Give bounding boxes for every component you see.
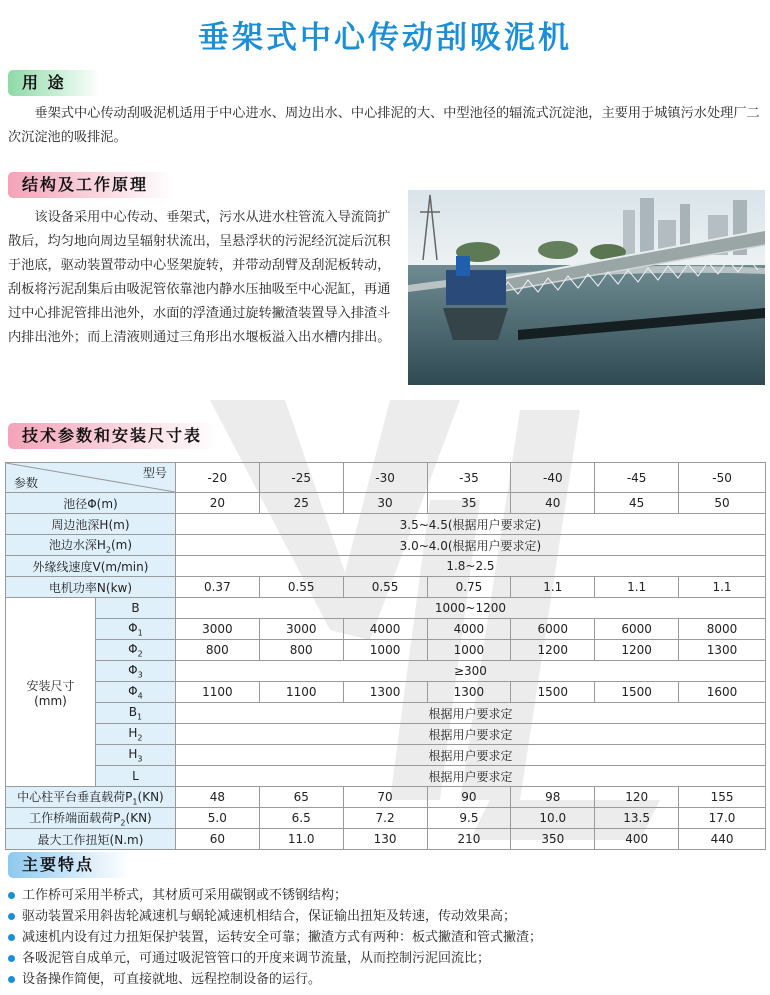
table-cell: 30 (343, 493, 427, 514)
table-cell: 35 (427, 493, 511, 514)
table-cell: 210 (427, 829, 511, 850)
dim-label: $\Phi_1$ (95, 619, 175, 640)
table-cell: 1200 (511, 640, 595, 661)
table-cell: 1.1 (595, 577, 679, 598)
table-row (6, 556, 766, 577)
structure-text (8, 206, 396, 350)
dim-label: $H_2$ (95, 724, 175, 745)
dim-label: B (95, 598, 175, 619)
table-cell: 25 (259, 493, 343, 514)
table-cell: 20 (175, 493, 259, 514)
table-row (6, 703, 766, 724)
table-cell: 0.55 (259, 577, 343, 598)
table-row (6, 724, 766, 745)
table-cell: 90 (427, 787, 511, 808)
list-item: 工作桥可采用半桥式，其材质可采用碳钢或不锈钢结构； (8, 885, 542, 906)
install-label: 安装尺寸 (mm) (6, 598, 96, 787)
table-cell: 800 (259, 640, 343, 661)
table-cell: 1300 (427, 682, 511, 703)
list-item: 减速机内设有过力扭矩保护装置，运转安全可靠；撇渣方式有两种：板式撇渣和管式撇渣； (8, 927, 542, 948)
table-row (6, 661, 766, 682)
table-cell: 1600 (679, 682, 766, 703)
table-cell: 1100 (175, 682, 259, 703)
table-cell: 400 (595, 829, 679, 850)
row-label: 池径Φ(m) (6, 493, 176, 514)
table-cell: 1000 (343, 640, 427, 661)
table-cell: 1200 (595, 640, 679, 661)
features-list (8, 885, 542, 990)
table-cell: 1300 (343, 682, 427, 703)
table-cell: 6000 (595, 619, 679, 640)
table-cell: 9.5 (427, 808, 511, 829)
bullet-icon (8, 892, 15, 899)
table-cell: 60 (175, 829, 259, 850)
structure-paragraph: 该设备采用中心传动、垂架式，污水从进水柱管流入导流筒扩散后，均匀地向周边呈辐射状流出，呈悬浮状的污泥经沉淀后沉积于池底，驱动装置带动中心竖架旋转，并带动刮臂及刮泥板转动，刮板将污泥刮集后由吸泥管依靠池内静水压抽吸至中心泥缸，再通过中心排泥管排出池外，水面的浮渣通过旋转撇渣装置导入排渣斗内排出池外；而上清液则通过三角形出水堰板溢入出水槽内排出。 (8, 210, 391, 345)
model-cell: -25 (259, 463, 343, 493)
table-row (6, 766, 766, 787)
table-cell: 13.5 (595, 808, 679, 829)
row-label: 最大工作扭矩(N.m) (6, 829, 176, 850)
table-cell: 4000 (343, 619, 427, 640)
table-cell: 0.75 (427, 577, 511, 598)
bullet-icon (8, 976, 15, 983)
table-cell: 10.0 (511, 808, 595, 829)
table-cell: 根据用户要求定 (175, 703, 765, 724)
table-row (6, 463, 766, 493)
table-row (6, 640, 766, 661)
equipment-photo (408, 190, 765, 385)
table-row (6, 619, 766, 640)
table-row (6, 682, 766, 703)
model-cell: -50 (679, 463, 766, 493)
table-cell: 3.5~4.5(根据用户要求定) (175, 514, 765, 535)
table-cell: 1000 (427, 640, 511, 661)
table-row (6, 493, 766, 514)
table-cell: 17.0 (679, 808, 766, 829)
table-row (6, 829, 766, 850)
row-label: 工作桥端面载荷$P_2(KN)$ (6, 808, 176, 829)
table-cell: 1.1 (511, 577, 595, 598)
model-cell: -20 (175, 463, 259, 493)
table-cell: 350 (511, 829, 595, 850)
table-cell: 1.8~2.5 (175, 556, 765, 577)
table-cell: 1300 (679, 640, 766, 661)
model-cell: -40 (511, 463, 595, 493)
table-cell: 根据用户要求定 (175, 745, 765, 766)
row-label: 外缘线速度V(m/min) (6, 556, 176, 577)
dim-label: $B_1$ (95, 703, 175, 724)
table-cell: 0.55 (343, 577, 427, 598)
table-cell: 45 (595, 493, 679, 514)
page-title: 垂架式中心传动刮吸泥机 (198, 20, 572, 56)
table-cell: 40 (511, 493, 595, 514)
bullet-icon (8, 955, 15, 962)
header-diagonal-cell (6, 463, 176, 493)
row-label: 周边池深H(m) (6, 514, 176, 535)
header-model-label: 型号 (142, 466, 167, 480)
table-row (6, 514, 766, 535)
table-cell: 1.1 (679, 577, 766, 598)
table-cell: 根据用户要求定 (175, 766, 765, 787)
table-cell: 0.37 (175, 577, 259, 598)
table-row (6, 745, 766, 766)
model-cell: -30 (343, 463, 427, 493)
table-cell: 130 (343, 829, 427, 850)
table-cell: 50 (679, 493, 766, 514)
dim-label: $H_3$ (95, 745, 175, 766)
row-label: 中心柱平台垂直载荷$P_1(KN)$ (6, 787, 176, 808)
table-cell: 7.2 (343, 808, 427, 829)
table-cell: 5.0 (175, 808, 259, 829)
list-item: 各吸泥管自成单元，可通过吸泥管管口的开度来调节流量，从而控制污泥回流比； (8, 948, 542, 969)
table-cell: 4000 (427, 619, 511, 640)
row-label: 电机功率N(kw) (6, 577, 176, 598)
table-row (6, 787, 766, 808)
usage-paragraph: 垂架式中心传动刮吸泥机适用于中心进水、周边出水、中心排泥的大、中型池径的辐流式沉淀池，主要用于城镇污水处理厂二次沉淀池的吸排泥。 (8, 106, 760, 145)
table-cell: 120 (595, 787, 679, 808)
model-cell: -35 (427, 463, 511, 493)
table-cell: 1500 (595, 682, 679, 703)
table-cell: 8000 (679, 619, 766, 640)
table-row (6, 808, 766, 829)
table-cell: 1500 (511, 682, 595, 703)
table-row (6, 577, 766, 598)
table-cell: 155 (679, 787, 766, 808)
table-row (6, 598, 766, 619)
table-cell: 6000 (511, 619, 595, 640)
table-cell: 1000~1200 (175, 598, 765, 619)
dim-label: $\Phi_2$ (95, 640, 175, 661)
table-cell: 70 (343, 787, 427, 808)
usage-text (8, 102, 764, 150)
structure-heading: 结构及工作原理 (8, 172, 173, 198)
bullet-icon (8, 934, 15, 941)
dim-label: L (95, 766, 175, 787)
table-cell: 440 (679, 829, 766, 850)
table-cell: 根据用户要求定 (175, 724, 765, 745)
table-cell: 3000 (259, 619, 343, 640)
table-cell: 3000 (175, 619, 259, 640)
bullet-icon (8, 913, 15, 920)
dim-label: $\Phi_4$ (95, 682, 175, 703)
table-cell: ≥300 (175, 661, 765, 682)
features-heading: 主要特点 (8, 852, 130, 878)
header-param-label: 参数 (14, 476, 39, 490)
table-cell: 11.0 (259, 829, 343, 850)
table-cell: 98 (511, 787, 595, 808)
model-cell: -45 (595, 463, 679, 493)
table-row (6, 535, 766, 556)
table-cell: 1100 (259, 682, 343, 703)
usage-heading: 用 途 (8, 70, 100, 96)
table-cell: 6.5 (259, 808, 343, 829)
spec-table (5, 462, 766, 850)
list-item: 驱动装置采用斜齿轮减速机与蜗轮减速机相结合，保证输出扭矩及转速，传动效果高； (8, 906, 542, 927)
table-heading: 技术参数和安装尺寸表 (8, 423, 218, 449)
table-cell: 65 (259, 787, 343, 808)
table-cell: 800 (175, 640, 259, 661)
table-cell: 3.0~4.0(根据用户要求定) (175, 535, 765, 556)
list-item: 设备操作简便，可直接就地、远程控制设备的运行。 (8, 969, 542, 990)
table-cell: 48 (175, 787, 259, 808)
row-label: 池边水深$H_2(m)$ (6, 535, 176, 556)
dim-label: $\Phi_3$ (95, 661, 175, 682)
